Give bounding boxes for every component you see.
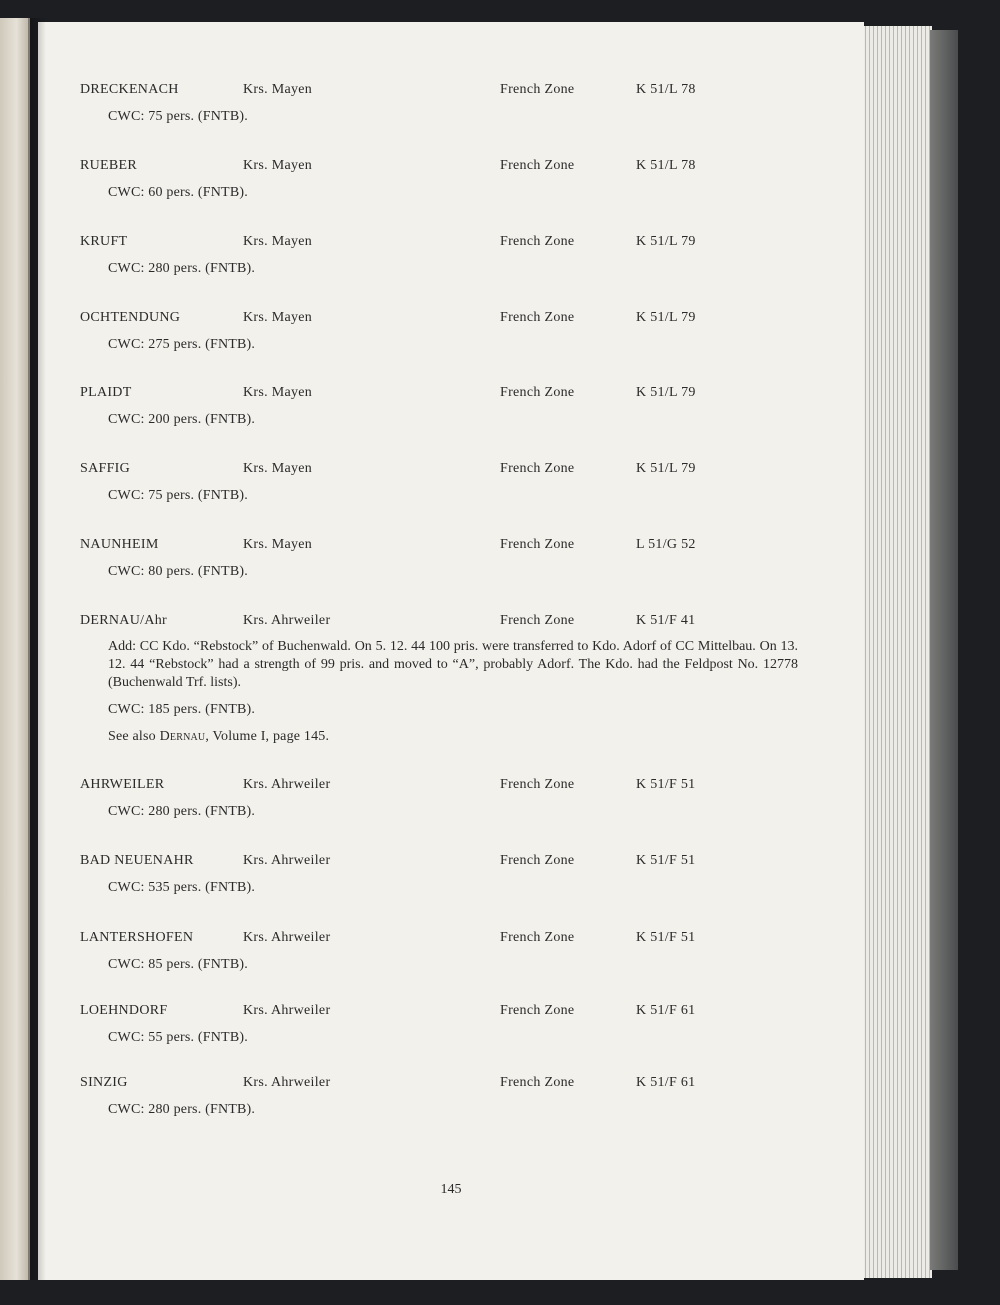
place-name: NAUNHEIM	[80, 537, 159, 552]
map-grid: K 51/F 41	[636, 613, 696, 628]
district: Krs. Ahrweiler	[243, 1075, 331, 1090]
district: Krs. Ahrweiler	[243, 777, 331, 792]
map-grid: K 51/L 79	[636, 461, 696, 476]
entry-header	[38, 310, 864, 330]
entry-header	[38, 1003, 864, 1023]
entry-header	[38, 158, 864, 178]
place-name: SAFFIG	[80, 461, 131, 476]
zone: French Zone	[500, 234, 575, 249]
map-grid: K 51/L 79	[636, 385, 696, 400]
book-page	[38, 22, 864, 1280]
place-name: RUEBER	[80, 158, 138, 173]
district: Krs. Ahrweiler	[243, 930, 331, 945]
district: Krs. Mayen	[243, 537, 313, 552]
entry-header	[38, 930, 864, 950]
cwc-line: CWC: 280 pers. (FNTB).	[108, 261, 256, 276]
cwc-line: CWC: 535 pers. (FNTB).	[108, 880, 256, 895]
place-name: DERNAU/Ahr	[80, 613, 167, 628]
book-cover-edge	[930, 30, 958, 1270]
place-name: DRECKENACH	[80, 82, 179, 97]
entry-header	[38, 234, 864, 254]
see-also-line	[108, 729, 329, 745]
place-name: OCHTENDUNG	[80, 310, 181, 325]
cwc-line: CWC: 75 pers. (FNTB).	[108, 109, 248, 124]
zone: French Zone	[500, 158, 575, 173]
zone: French Zone	[500, 1003, 575, 1018]
district: Krs. Mayen	[243, 82, 313, 97]
entry-header	[38, 82, 864, 102]
district: Krs. Mayen	[243, 310, 313, 325]
map-grid: K 51/F 61	[636, 1003, 696, 1018]
entry-header	[38, 777, 864, 797]
zone: French Zone	[500, 461, 575, 476]
place-name: SINZIG	[80, 1075, 128, 1090]
zone: French Zone	[500, 930, 575, 945]
place-name: LANTERSHOFEN	[80, 930, 194, 945]
entry-header	[38, 537, 864, 557]
note-text: CC Kdo. “Rebstock” of Buchenwald. On 5. 12. 44 100 pris. were transferred to Kdo. Adorf of CC Mittelbau. On 13. 12. 44 “Rebstock” had a strength of 99 pris. and moved to “A”, probably Adorf. The Kdo. had the Feldpost No. 12778 (Buchenwald Trf. lists).	[108, 639, 798, 690]
map-grid: K 51/L 78	[636, 158, 696, 173]
cwc-line: CWC: 185 pers. (FNTB).	[108, 702, 256, 717]
place-name: PLAIDT	[80, 385, 132, 400]
zone: French Zone	[500, 613, 575, 628]
left-page-edge	[0, 18, 30, 1280]
cwc-line: CWC: 280 pers. (FNTB).	[108, 1102, 256, 1117]
map-grid: K 51/L 79	[636, 310, 696, 325]
additional-note	[108, 638, 798, 692]
map-grid: K 51/L 79	[636, 234, 696, 249]
district: Krs. Mayen	[243, 461, 313, 476]
cwc-line: CWC: 75 pers. (FNTB).	[108, 488, 248, 503]
cwc-line: CWC: 80 pers. (FNTB).	[108, 564, 248, 579]
place-name: BAD NEUENAHR	[80, 853, 194, 868]
district: Krs. Ahrweiler	[243, 613, 331, 628]
cwc-line: CWC: 200 pers. (FNTB).	[108, 412, 256, 427]
district: Krs. Ahrweiler	[243, 1003, 331, 1018]
zone: French Zone	[500, 1075, 575, 1090]
gutter-shadow	[28, 18, 46, 1280]
cwc-line: CWC: 60 pers. (FNTB).	[108, 185, 248, 200]
page-stack-edge	[862, 26, 932, 1278]
zone: French Zone	[500, 82, 575, 97]
entry-header	[38, 613, 864, 633]
entry-header	[38, 385, 864, 405]
zone: French Zone	[500, 853, 575, 868]
map-grid: L 51/G 52	[636, 537, 696, 552]
entry-header	[38, 461, 864, 481]
zone: French Zone	[500, 777, 575, 792]
cwc-line: CWC: 275 pers. (FNTB).	[108, 337, 256, 352]
entry-header	[38, 853, 864, 873]
page-number: 145	[440, 1182, 462, 1197]
map-grid: K 51/F 51	[636, 853, 696, 868]
place-name: LOEHNDORF	[80, 1003, 168, 1018]
place-name: KRUFT	[80, 234, 128, 249]
district: Krs. Mayen	[243, 385, 313, 400]
cwc-line: CWC: 85 pers. (FNTB).	[108, 957, 248, 972]
note-label: Add:	[108, 639, 136, 654]
map-grid: K 51/F 61	[636, 1075, 696, 1090]
see-also-prefix: See also	[108, 729, 156, 744]
cwc-line: CWC: 55 pers. (FNTB).	[108, 1030, 248, 1045]
map-grid: K 51/L 78	[636, 82, 696, 97]
cwc-line: CWC: 280 pers. (FNTB).	[108, 804, 256, 819]
see-also-suffix: , Volume I, page 145.	[205, 729, 330, 744]
district: Krs. Ahrweiler	[243, 853, 331, 868]
district: Krs. Mayen	[243, 158, 313, 173]
map-grid: K 51/F 51	[636, 777, 696, 792]
district: Krs. Mayen	[243, 234, 313, 249]
map-grid: K 51/F 51	[636, 930, 696, 945]
entry-header	[38, 1075, 864, 1095]
zone: French Zone	[500, 537, 575, 552]
zone: French Zone	[500, 310, 575, 325]
see-also-reference: Dernau	[159, 729, 206, 744]
place-name: AHRWEILER	[80, 777, 165, 792]
zone: French Zone	[500, 385, 575, 400]
